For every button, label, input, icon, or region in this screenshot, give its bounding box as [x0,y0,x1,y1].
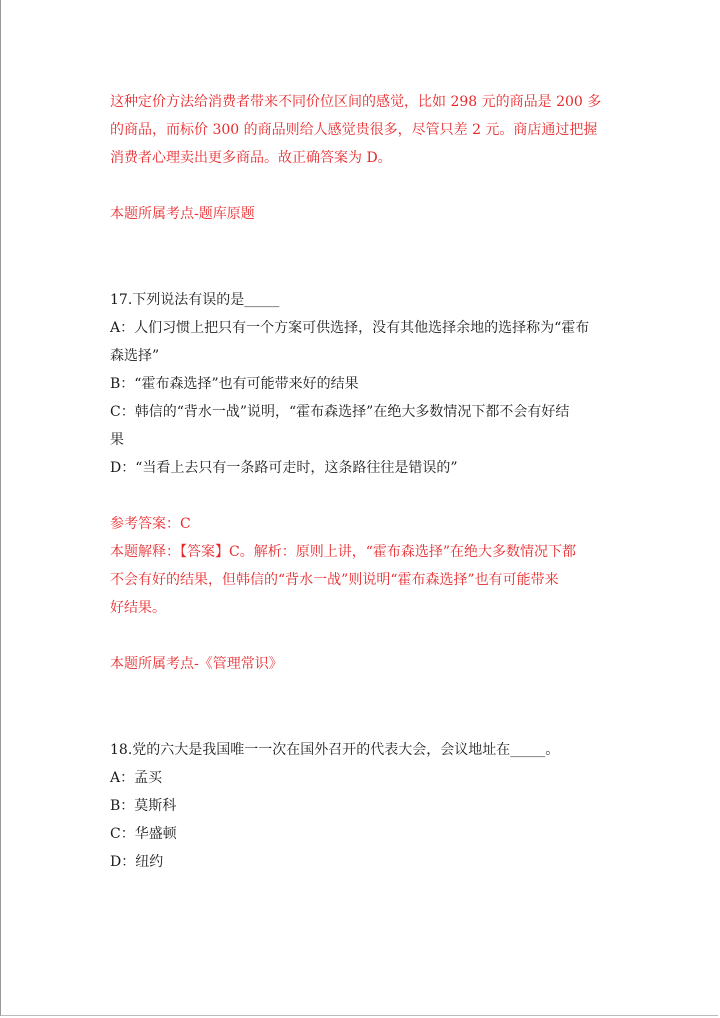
question-18-option-a: A：孟买 [110,770,163,786]
explanation-16-line-1: 这种定价方法给消费者带来不同价位区间的感觉，比如 298 元的商品是 200 多 [110,94,602,110]
question-18-option-c: C：华盛顿 [110,826,177,842]
question-17-option-a-line-2: 森选择” [110,348,160,364]
question-17-stem: 17.下列说法有误的是_____ [110,292,280,308]
question-17-explanation-line-1: 本题解释：【答案】C。解析：原则上讲，“霍布森选择”在绝大多数情况下都 [110,544,577,560]
question-17-option-a-line-1: A：人们习惯上把只有一个方案可供选择，没有其他选择余地的选择称为“霍布 [110,320,590,336]
explanation-16-line-2: 的商品，而标价 300 的商品则给人感觉贵很多，尽管只差 2 元。商店通过把握 [110,122,598,138]
question-17-option-b: B：“霍布森选择”也有可能带来好的结果 [110,376,359,392]
question-17-option-c-line-2: 果 [110,432,124,448]
topic-17: 本题所属考点-《管理常识》 [110,656,283,672]
question-18-option-b: B：莫斯科 [110,798,177,814]
topic-16: 本题所属考点-题库原题 [110,206,255,222]
question-18-stem: 18.党的六大是我国唯一一次在国外召开的代表大会，会议地址在_____。 [110,742,560,758]
question-17-explanation-line-3: 好结果。 [110,600,166,616]
question-17-answer: 参考答案：C [110,516,191,532]
explanation-16-line-3: 消费者心理卖出更多商品。故正确答案为 D。 [110,150,392,166]
question-17-option-d: D：“当看上去只有一条路可走时，这条路往往是错误的” [110,460,458,476]
question-17-explanation-line-2: 不会有好的结果，但韩信的“背水一战”则说明“霍布森选择”也有可能带来 [110,572,559,588]
question-17-option-c-line-1: C：韩信的“背水一战”说明，“霍布森选择”在绝大多数情况下都不会有好结 [110,404,570,420]
question-18-option-d: D：纽约 [110,854,164,870]
